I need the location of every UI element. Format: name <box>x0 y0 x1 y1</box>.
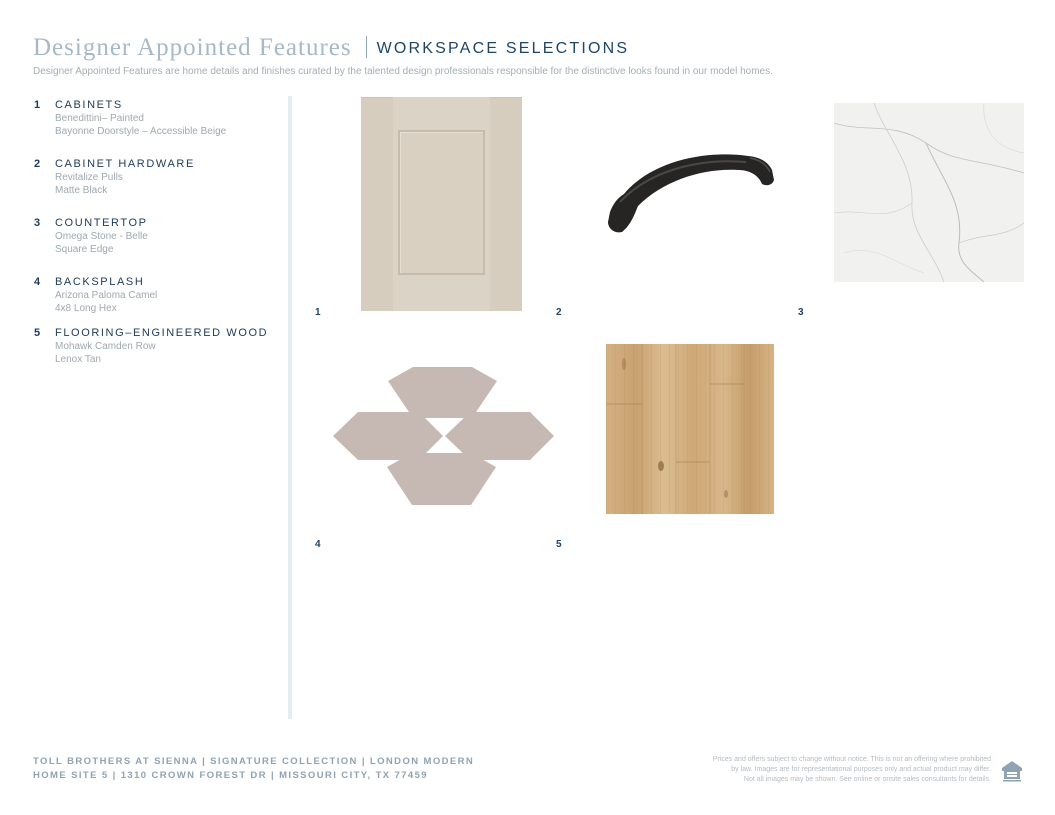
item-number: 2 <box>34 158 41 170</box>
item-detail: Omega Stone - Belle <box>55 231 148 242</box>
item-detail: Matte Black <box>55 185 108 196</box>
list-item-cabinet-hardware <box>34 158 279 217</box>
swatch-number: 2 <box>556 307 562 318</box>
wood-flooring-image <box>606 344 774 514</box>
hex-tile-image <box>330 365 558 509</box>
list-item-countertop <box>34 217 279 276</box>
disclaimer-line: by law. Images are for representational purposes only and actual product may differ. <box>731 766 991 773</box>
list-item-cabinets <box>34 99 279 158</box>
item-name: FLOORING–ENGINEERED WOOD <box>55 327 269 339</box>
equal-housing-icon <box>1000 759 1024 783</box>
cabinet-door-image <box>361 97 522 311</box>
footer-community <box>33 755 474 783</box>
item-detail: Lenox Tan <box>55 354 101 365</box>
page-title: Designer Appointed Features <box>33 34 352 61</box>
disclaimer-line: Not all images may be shown. See online or onsite sales consultants for details. <box>743 776 991 783</box>
cabinet-pull-image <box>600 140 780 240</box>
item-detail: Square Edge <box>55 244 114 255</box>
marble-countertop-image <box>834 103 1024 282</box>
list-item-backsplash <box>34 276 279 327</box>
item-number: 4 <box>34 276 41 288</box>
item-name: COUNTERTOP <box>55 217 148 229</box>
item-detail: Bayonne Doorstyle – Accessible Beige <box>55 126 227 137</box>
item-name: BACKSPLASH <box>55 276 145 288</box>
footer-line: HOME SITE 5 | 1310 CROWN FOREST DR | MISSOURI CITY, TX 77459 <box>33 770 428 781</box>
wood-grain <box>606 344 774 514</box>
disclaimer-line: Prices and offers subject to change without notice. This is not an offering where prohibited <box>712 756 991 763</box>
selection-list <box>34 99 279 366</box>
item-name: CABINETS <box>55 99 123 111</box>
marble-veins <box>834 103 1024 282</box>
hex-tile <box>387 453 496 505</box>
swatch-number: 5 <box>556 539 562 550</box>
footer-disclaimer <box>713 755 991 785</box>
item-name: CABINET HARDWARE <box>55 158 195 170</box>
hex-tile <box>445 412 554 460</box>
swatch-number: 3 <box>798 307 804 318</box>
page-subtitle: WORKSPACE SELECTIONS <box>376 40 630 57</box>
swatch-number: 4 <box>315 539 321 550</box>
page-header <box>33 34 629 62</box>
item-detail: Arizona Paloma Camel <box>55 290 158 301</box>
hex-tile <box>333 412 443 460</box>
item-number: 3 <box>34 217 41 229</box>
hex-tile <box>388 367 497 418</box>
item-number: 5 <box>34 327 41 339</box>
page-description: Designer Appointed Features are home details and finishes curated by the talented design professionals responsible for the distinctive looks found in our model homes. <box>33 66 773 77</box>
item-number: 1 <box>34 99 41 111</box>
footer-line: TOLL BROTHERS AT SIENNA | SIGNATURE COLLECTION | LONDON MODERN <box>33 756 475 767</box>
item-detail: Revitalize Pulls <box>55 172 123 183</box>
vertical-divider <box>288 96 292 719</box>
item-detail: Benedittini– Painted <box>55 113 144 124</box>
swatch-number: 1 <box>315 307 321 318</box>
item-detail: Mohawk Camden Row <box>55 341 156 352</box>
list-item-flooring <box>34 327 279 366</box>
item-detail: 4x8 Long Hex <box>55 303 117 314</box>
title-divider <box>366 36 367 58</box>
